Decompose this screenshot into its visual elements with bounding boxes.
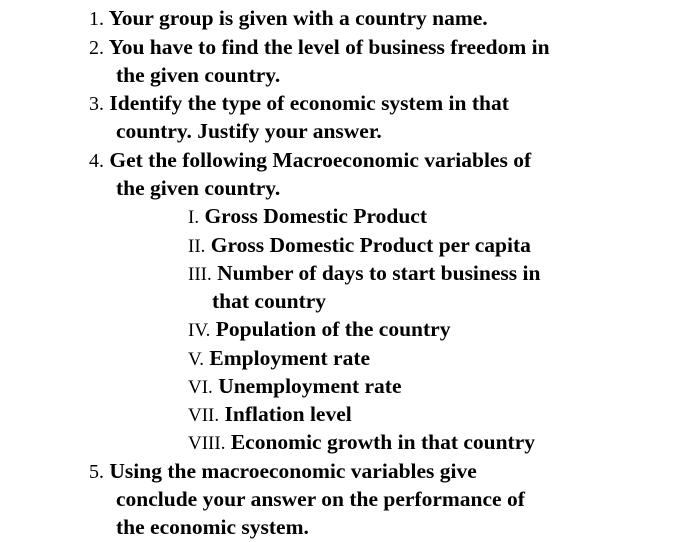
list-number: 4.: [89, 150, 104, 172]
list-number: 3.: [89, 93, 104, 115]
roman-number: VI.: [188, 377, 213, 398]
sublist-item-text: Employment rate: [209, 346, 371, 370]
list-item-2: [89, 33, 550, 61]
sublist-item-4: [188, 315, 450, 343]
list-number: 1.: [89, 8, 104, 30]
roman-number: II.: [188, 236, 206, 257]
sublist-item-8: [188, 428, 535, 456]
list-item-5: [89, 457, 477, 485]
sublist-item-text: Gross Domestic Product per capita: [210, 233, 531, 257]
roman-number: VIII.: [188, 433, 226, 454]
roman-number: IV.: [188, 320, 211, 341]
sublist-item-1: [188, 202, 427, 230]
sublist-item-3-continuation: that country: [212, 289, 327, 313]
sublist-item-text: Economic growth in that country: [230, 430, 536, 454]
list-item-2-continuation: the given country.: [116, 63, 281, 87]
list-item-text: Using the macroeconomic variables give: [109, 459, 477, 483]
list-item-4: [89, 146, 531, 174]
list-item-4-continuation: the given country.: [116, 176, 281, 200]
list-number: 2.: [89, 37, 104, 59]
roman-number: I.: [188, 207, 200, 228]
list-item-3: [89, 89, 509, 117]
list-item-5-continuation: conclude your answer on the performance of: [116, 487, 525, 511]
list-item-text: Identify the type of economic system in that: [109, 91, 509, 115]
roman-number: V.: [188, 349, 205, 370]
list-item-5-continuation-2: the economic system.: [116, 515, 309, 539]
roman-number: III.: [188, 264, 212, 285]
sublist-item-5: [188, 344, 370, 372]
sublist-item-text: Unemployment rate: [218, 374, 402, 398]
sublist-item-3: [188, 259, 540, 287]
roman-number: VII.: [188, 405, 220, 426]
sublist-item-7: [188, 400, 352, 428]
list-number: 5.: [89, 461, 104, 483]
list-item-text: Get the following Macroeconomic variables of: [109, 148, 532, 172]
sublist-item-text: Number of days to start business in: [217, 261, 541, 285]
sublist-item-6: [188, 372, 402, 400]
list-item-3-continuation: country. Justify your answer.: [116, 119, 382, 143]
sublist-item-text: Population of the country: [215, 317, 451, 341]
sublist-item-2: [188, 231, 531, 259]
list-item-1: [89, 4, 488, 32]
sublist-item-text: Gross Domestic Product: [204, 204, 427, 228]
list-item-text: You have to find the level of business freedom in: [108, 35, 550, 59]
list-item-text: Your group is given with a country name.: [108, 6, 488, 30]
sublist-item-text: Inflation level: [224, 402, 352, 426]
